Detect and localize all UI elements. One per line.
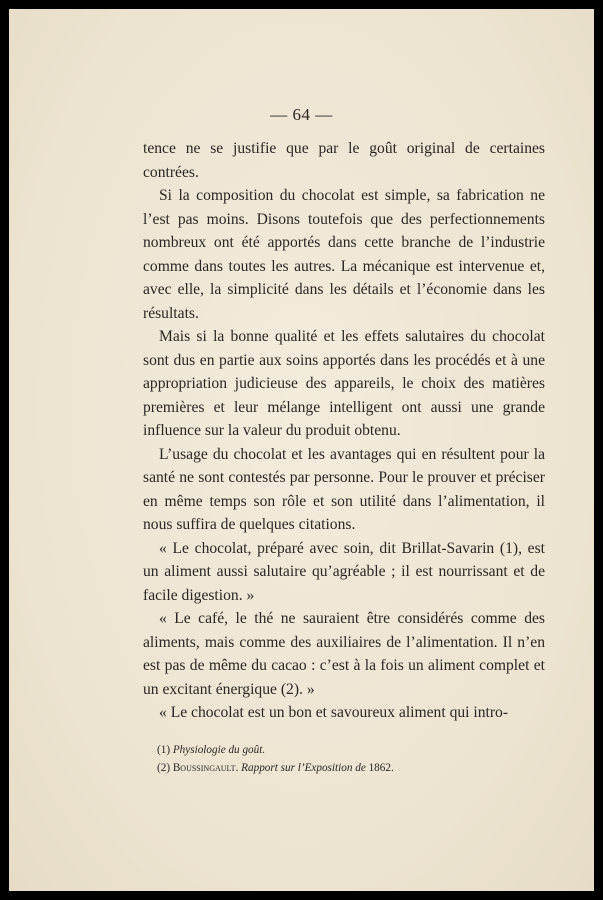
footnote-1-mark: (1) — [157, 744, 171, 756]
page-number: — 64 — — [270, 105, 333, 124]
paragraph-2: Si la composition du chocolat est simple, sa fabrication ne l’est pas moins. Disons toutefois que des perfectionnements nombreux ont été apportés dans cette branche de l’industrie comme dans toutes les autres. La mécanique est intervenue et, avec elle, la simplicité dans les détails et l’économie dans les résultats. — [143, 187, 545, 322]
footnote-1 — [157, 741, 557, 759]
paragraph-4: L’usage du chocolat et les avantages qui en résultent pour la santé ne sont contestés par personne. Pour le prouver et préciser en même temps son rôle et son utilité dans l’alimentation, il nous suffira de quelques citations. — [143, 445, 545, 533]
footnotes — [157, 741, 557, 777]
quote-continued: « Le chocolat est un bon et savoureux aliment qui intro- — [159, 704, 509, 721]
footnote-2-title: Rapport sur l’Exposition de — [241, 762, 366, 774]
quote-boussingault: « Le café, le thé ne sauraient être considérés comme des aliments, mais comme des auxiliaires de l’alimentation. Il n’en est pas de même du cacao : c’est à la fois un aliment complet et un excitant énergique (2). » — [143, 610, 545, 698]
book-page — [9, 9, 594, 891]
footnote-2-year: 1862. — [368, 762, 394, 774]
footnote-1-title: Physiologie du goût. — [172, 744, 266, 756]
quote-brillat-savarin: « Le chocolat, préparé avec soin, dit Brillat-Savarin (1), est un aliment aussi salutaire qu’agréable ; il est nourrissant et de facile digestion. » — [143, 539, 545, 604]
footnote-2-mark: (2) — [157, 762, 171, 774]
main-text — [143, 137, 545, 725]
footnote-2-author: Boussingault. — [172, 762, 239, 774]
footnote-2 — [157, 759, 557, 777]
paragraph-1: tence ne se justifie que par le goût original de certaines contrées. — [143, 140, 545, 181]
paragraph-3: Mais si la bonne qualité et les effets salutaires du chocolat sont dus en partie aux soins apportés dans les procédés et à une appropriation judicieuse des appareils, le choix des matières premières et leur mélange intelligent ont aussi une grande influence sur la valeur du produit obtenu. — [143, 328, 545, 439]
